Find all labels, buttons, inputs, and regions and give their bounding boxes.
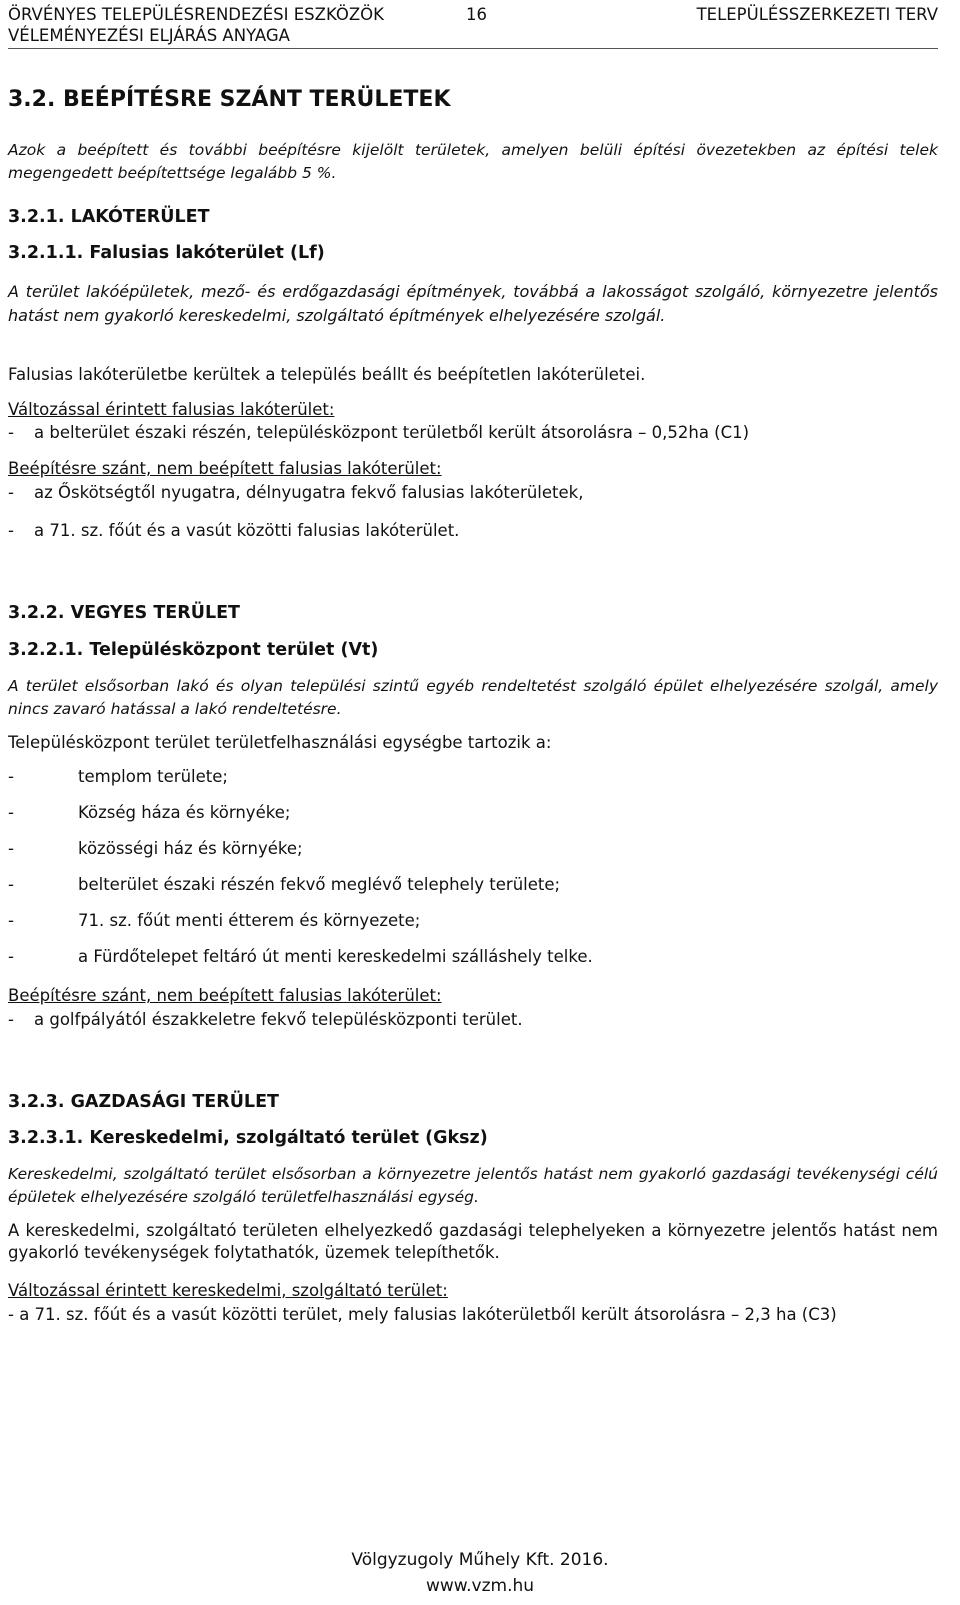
- bullet-dash: -: [8, 767, 14, 786]
- gazdasagi-changed-text: - a 71. sz. főút és a vasút közötti terület, mely falusias lakóterületből került átsorolásra – 2,3 ha (C3): [8, 1305, 837, 1324]
- gazdasagi-sub-heading: 3.2.3.1. Kereskedelmi, szolgáltató terület (Gksz): [8, 1128, 488, 1148]
- bullet-dash: -: [8, 483, 14, 502]
- gazdasagi-changed-label: Változással érintett kereskedelmi, szolgáltató terület:: [8, 1281, 448, 1300]
- bullet-dash: -: [8, 803, 14, 822]
- bullet-dash: -: [8, 875, 14, 894]
- page-header: [8, 4, 938, 49]
- page-number: 16: [466, 5, 487, 24]
- gazdasagi-definition: Kereskedelmi, szolgáltató terület elsősorban a környezetre jelentős hatást nem gyakorló gazdasági tevékenységi célú épületek elhelyezésére szolgáló területfelhasználási egység.: [8, 1165, 938, 1206]
- list-item-text: templom területe;: [78, 767, 228, 786]
- bullet-dash: -: [8, 423, 14, 442]
- list-item-text: Község háza és környéke;: [78, 803, 291, 822]
- lako-para: Falusias lakóterületbe kerültek a település beállt és beépítetlen lakóterületei.: [8, 365, 646, 384]
- lako-heading: 3.2.1. LAKÓTERÜLET: [8, 207, 210, 227]
- list-item-text: belterület északi részén fekvő meglévő telephely területe;: [78, 875, 561, 894]
- gazdasagi-heading: 3.2.3. GAZDASÁGI TERÜLET: [8, 1092, 279, 1112]
- lako-sub-heading: 3.2.1.1. Falusias lakóterület (Lf): [8, 243, 325, 263]
- list-item-text: a belterület északi részén, településközpont területből került átsorolásra – 0,52ha (C1): [34, 423, 750, 442]
- list-item-text: a Fürdőtelepet feltáró út menti kereskedelmi szálláshely telke.: [78, 947, 593, 966]
- lako-changed-label: Változással érintett falusias lakóterület:: [8, 400, 335, 419]
- header-doc-type: ÖRVÉNYES TELEPÜLÉSRENDEZÉSI ESZKÖZÖK: [8, 5, 384, 24]
- header-procedure: VÉLEMÉNYEZÉSI ELJÁRÁS ANYAGA: [8, 26, 290, 45]
- bullet-dash: -: [8, 1010, 14, 1029]
- list-item-text: az Őskötségtől nyugatra, délnyugatra fekvő falusias lakóterületek,: [34, 483, 584, 502]
- footer-website[interactable]: www.vzm.hu: [425, 1576, 535, 1596]
- lako-unbuilt-label: Beépítésre szánt, nem beépített falusias lakóterület:: [8, 459, 442, 478]
- vegyes-heading: 3.2.2. VEGYES TERÜLET: [8, 603, 240, 623]
- list-item-text: közösségi ház és környéke;: [78, 839, 303, 858]
- list-item-text: a golfpályától északkeletre fekvő településközponti terület.: [34, 1010, 523, 1029]
- vegyes-para: Településközpont terület területfelhasználási egységbe tartozik a:: [8, 733, 552, 752]
- section-intro: Azok a beépített és további beépítésre kijelölt területek, amelyen belüli építési övezetekben az építési telek megengedett beépítettsége legalább 5 %.: [8, 141, 938, 182]
- vegyes-definition: A terület elsősorban lakó és olyan települési szintű egyéb rendeltetést szolgáló épület elhelyezésére szolgál, amely nincs zavaró hatással a lakó rendeltetésre.: [8, 677, 938, 718]
- bullet-dash: -: [8, 521, 14, 540]
- lako-definition: A terület lakóépületek, mező- és erdőgazdasági építmények, továbbá a lakosságot szolgáló, környezetre jelentős hatást nem gyakorló kereskedelmi, szolgáltató építmények elhelyezésére szolgál.: [8, 282, 938, 325]
- header-doc-title: TELEPÜLÉSSZERKEZETI TERV: [696, 5, 938, 24]
- vegyes-unbuilt-label: Beépítésre szánt, nem beépített falusias lakóterület:: [8, 986, 442, 1005]
- list-item-text: a 71. sz. főút és a vasút közötti falusias lakóterület.: [34, 521, 460, 540]
- bullet-dash: -: [8, 839, 14, 858]
- vegyes-sub-heading: 3.2.2.1. Településközpont terület (Vt): [8, 640, 379, 660]
- bullet-dash: -: [8, 947, 14, 966]
- gazdasagi-para: A kereskedelmi, szolgáltató területen elhelyezkedő gazdasági telephelyeken a környezetre jelentős hatást nem gyakorló tevékenységek folytathatók, üzemek telepíthetők.: [8, 1221, 938, 1262]
- section-title: 3.2. BEÉPÍTÉSRE SZÁNT TERÜLETEK: [8, 87, 451, 112]
- footer-company: Völgyzugoly Műhely Kft. 2016.: [351, 1550, 609, 1570]
- bullet-dash: -: [8, 911, 14, 930]
- list-item-text: 71. sz. főút menti étterem és környezete;: [78, 911, 421, 930]
